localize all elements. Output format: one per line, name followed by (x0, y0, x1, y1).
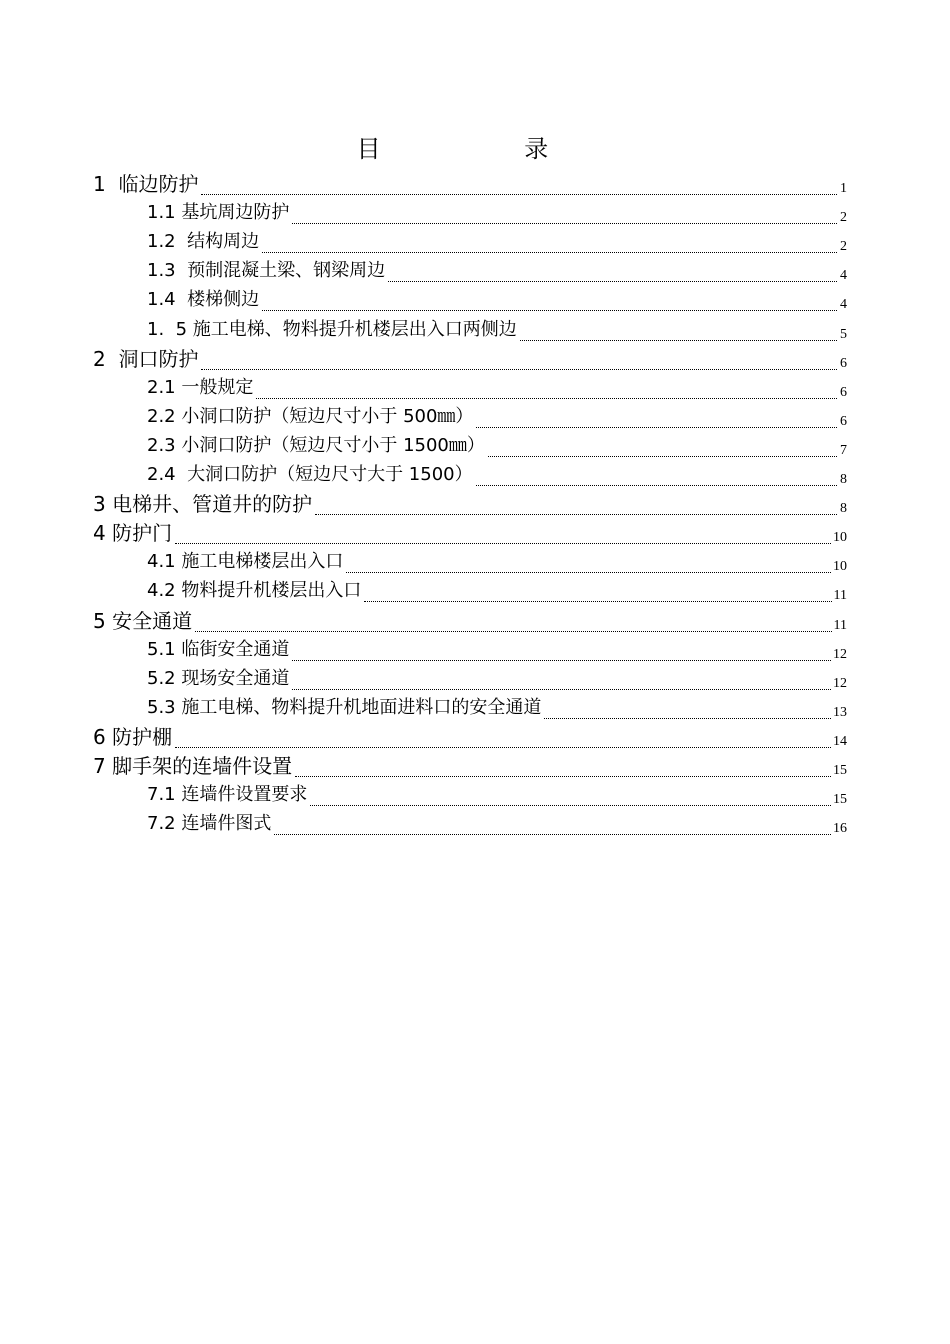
toc-page-number: 4 (840, 268, 847, 284)
toc-entry-text: 2.1 一般规定 (147, 376, 254, 398)
dot-leader (346, 572, 831, 573)
toc-entry-text: 6 防护棚 (93, 724, 173, 749)
toc-page-number: 12 (833, 675, 847, 691)
dot-leader (262, 252, 837, 253)
toc-entry[interactable] (0, 633, 950, 662)
toc-entry-text: 1.2 结构周边 (147, 231, 260, 253)
toc-entry-text: 7.1 连墙件设置要求 (147, 784, 308, 806)
dot-leader (256, 398, 837, 399)
dot-leader (292, 689, 831, 690)
toc-entry[interactable] (0, 225, 950, 254)
toc-entry[interactable] (0, 312, 950, 341)
dot-leader (388, 281, 837, 282)
toc-entry[interactable] (0, 400, 950, 429)
dot-leader (195, 631, 831, 632)
toc-page-number: 11 (833, 617, 847, 633)
toc-entry-text: 1 临边防护 (93, 172, 199, 197)
toc-page-number: 6 (840, 355, 847, 371)
toc-entry[interactable] (0, 603, 950, 632)
toc-entry[interactable] (0, 516, 950, 545)
toc-entry-text: 5.1 临街安全通道 (147, 638, 290, 660)
toc-entry-text: 1.1 基坑周边防护 (147, 202, 290, 224)
toc-page-number: 15 (833, 792, 847, 808)
toc-page-number: 4 (840, 297, 847, 313)
dot-leader (175, 747, 831, 748)
dot-leader (201, 194, 837, 195)
toc-entry-text: 4.2 物料提升机楼层出入口 (147, 580, 362, 602)
toc-entry[interactable] (0, 196, 950, 225)
toc-entry-text: 5.2 现场安全通道 (147, 667, 290, 689)
dot-leader (274, 834, 831, 835)
toc-entry[interactable] (0, 691, 950, 720)
dot-leader (295, 776, 831, 777)
toc-page-number: 2 (840, 210, 847, 226)
dot-leader (476, 427, 837, 428)
dot-leader (476, 485, 837, 486)
toc-page-number: 5 (840, 326, 847, 342)
dot-leader (292, 660, 831, 661)
toc-entry-text: 2.2 小洞口防护（短边尺寸小于 500㎜） (147, 405, 474, 427)
toc-entry[interactable] (0, 342, 950, 371)
toc-entry-text: 5 安全通道 (93, 608, 193, 633)
toc-page-number: 16 (833, 821, 847, 837)
toc-entry-text: 1. 5 施工电梯、物料提升机楼层出入口两侧边 (147, 318, 517, 340)
toc-entry-text: 2 洞口防护 (93, 346, 199, 371)
toc-page-number: 6 (840, 413, 847, 429)
dot-leader (488, 456, 837, 457)
toc-entry-text: 4 防护门 (93, 521, 173, 546)
page-title: 目 录 (356, 135, 617, 163)
toc-entry[interactable] (0, 545, 950, 574)
toc-entry-text: 5.3 施工电梯、物料提升机地面进料口的安全通道 (147, 696, 542, 718)
toc-page-number: 13 (833, 704, 847, 720)
toc-entry[interactable] (0, 371, 950, 400)
dot-leader (310, 805, 831, 806)
toc-page-number: 8 (840, 472, 847, 488)
toc-entry[interactable] (0, 574, 950, 603)
toc-page-number: 10 (833, 559, 847, 575)
toc-entry[interactable] (0, 662, 950, 691)
dot-leader (201, 369, 837, 370)
toc-entry-text: 2.3 小洞口防护（短边尺寸小于 1500㎜） (147, 434, 485, 456)
dot-leader (544, 718, 831, 719)
toc-entry[interactable] (0, 778, 950, 807)
toc-page-number: 7 (840, 442, 847, 458)
table-of-contents (0, 167, 950, 836)
toc-entry-text: 7 脚手架的连墙件设置 (93, 753, 293, 778)
dot-leader (315, 514, 837, 515)
toc-page-number: 8 (840, 501, 847, 517)
toc-entry[interactable] (0, 720, 950, 749)
toc-entry[interactable] (0, 749, 950, 778)
toc-entry[interactable] (0, 487, 950, 516)
toc-page-number: 2 (840, 239, 847, 255)
toc-entry[interactable] (0, 429, 950, 458)
dot-leader (292, 223, 837, 224)
toc-entry-text: 3 电梯井、管道井的防护 (93, 492, 313, 517)
toc-page-number: 6 (840, 384, 847, 400)
toc-entry-text: 1.3 预制混凝土梁、钢梁周边 (147, 260, 386, 282)
dot-leader (175, 543, 831, 544)
toc-entry-text: 7.2 连墙件图式 (147, 813, 272, 835)
toc-page-number: 12 (833, 646, 847, 662)
toc-entry[interactable] (0, 254, 950, 283)
toc-entry-text: 1.4 楼梯侧边 (147, 289, 260, 311)
toc-page-number: 11 (833, 588, 847, 604)
dot-leader (262, 310, 837, 311)
toc-page-number: 10 (833, 530, 847, 546)
toc-entry[interactable] (0, 807, 950, 836)
toc-entry[interactable] (0, 167, 950, 196)
toc-page-number: 15 (833, 762, 847, 778)
toc-entry[interactable] (0, 458, 950, 487)
toc-entry[interactable] (0, 283, 950, 312)
toc-page-number: 1 (840, 181, 847, 197)
toc-page-number: 14 (833, 733, 847, 749)
dot-leader (364, 601, 831, 602)
toc-entry-text: 4.1 施工电梯楼层出入口 (147, 551, 344, 573)
dot-leader (520, 340, 837, 341)
toc-entry-text: 2.4 大洞口防护（短边尺寸大于 1500） (147, 464, 473, 486)
